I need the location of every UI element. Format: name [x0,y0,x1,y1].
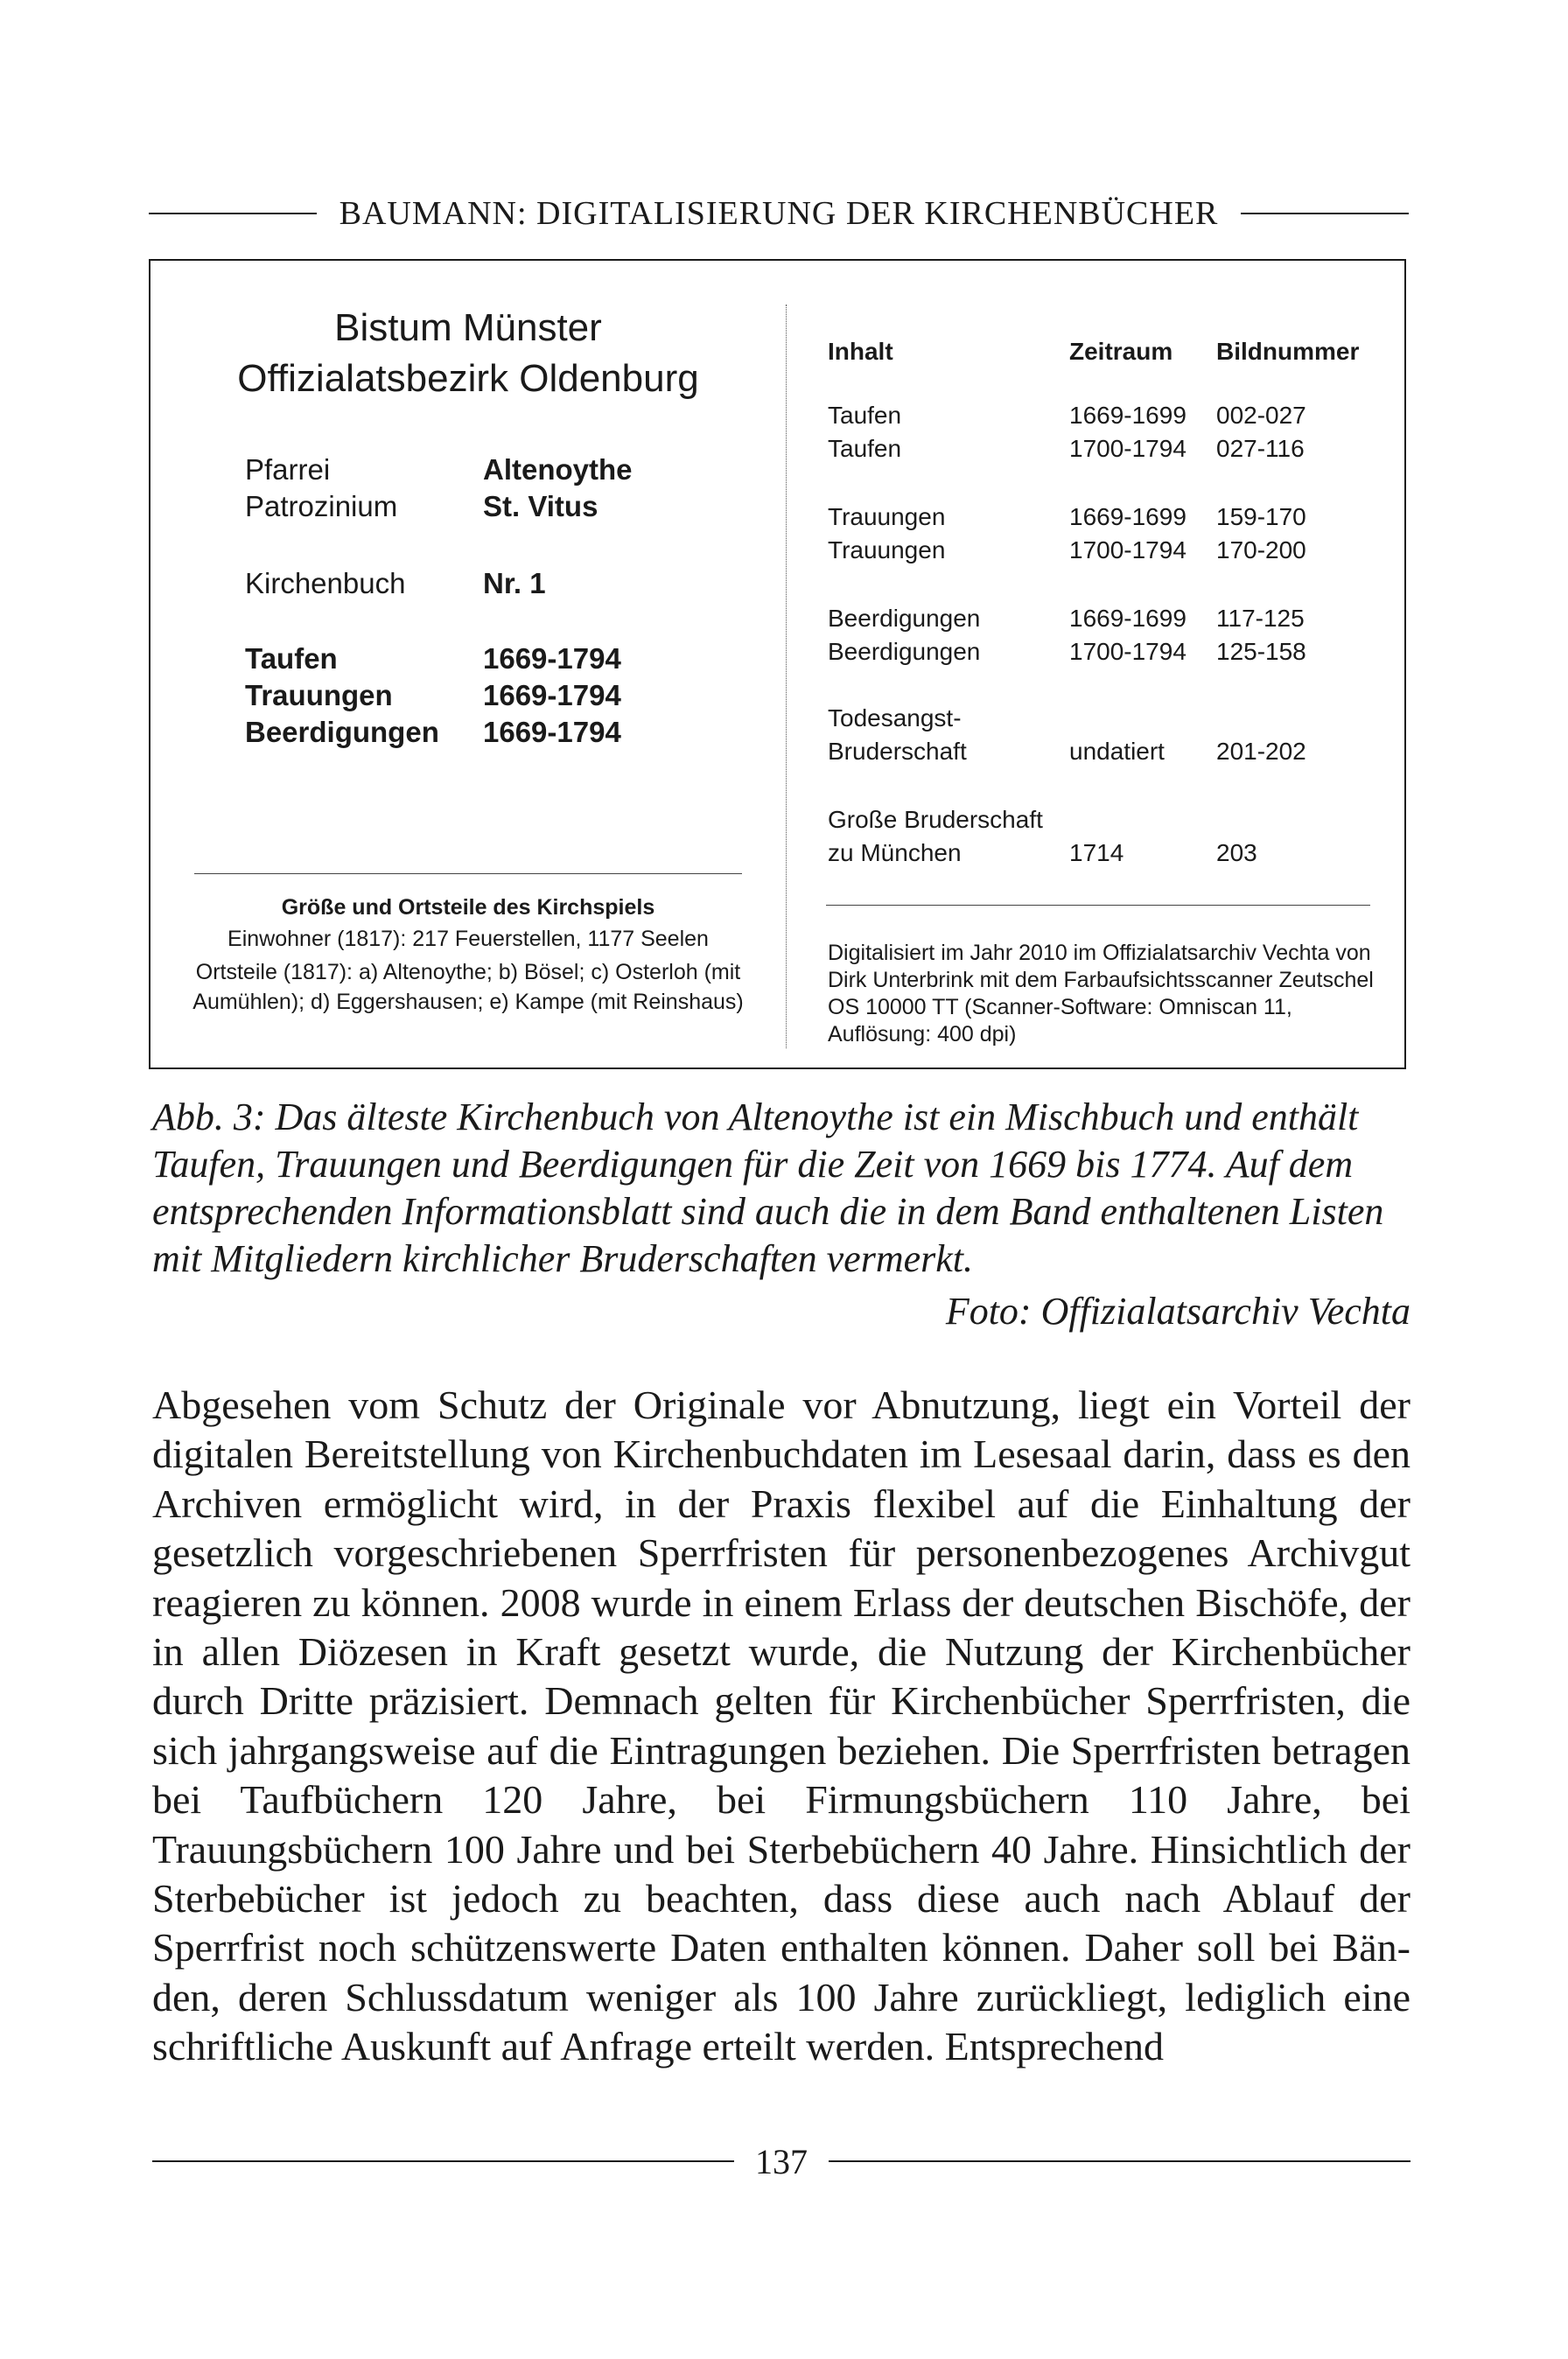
page-footer [152,2135,1410,2188]
header-rule-left [149,213,317,214]
parish-districts: Ortsteile (1817): a) Altenoythe; b) Bösel; c) Osterloh (mit Aumühlen); d) Eggershausen; e) Kampe (mit Reinshaus) [192,960,744,1014]
diocese-title: Bistum Münster [334,306,602,349]
row-zeitraum: 1669-1699 [1069,605,1186,632]
row-bildnummer: 125-158 [1216,638,1306,665]
header-zeitraum: Zeitraum [1069,338,1173,365]
bruderschaft2-zeitraum: 1714 [1069,839,1124,866]
district-title: Offizialatsbezirk Oldenburg [237,357,699,400]
row-inhalt: Taufen [828,402,902,429]
row-zeitraum: 1669-1699 [1069,402,1186,429]
right-separator [826,905,1370,906]
range-label-beerdigungen: Beerdigungen [245,716,439,748]
body-paragraph: Abgesehen vom Schutz der Originale vor Abnutzung, liegt ein Vorteil der digitalen Bereitstellung von Kirchenbuchdaten im Lesesaal darin, dass es den Archiven ermöglicht wird, in der Praxis flexibel auf die Einhaltung der gesetzlich vorgeschriebenen Sperrfristen für personenbezogenes Archivgut reagieren zu können. 2008 wurde in einem Erlass der deutschen Bischöfe, der in allen Diözesen in Kraft gesetzt wurde, die Nutzung der Kirchenbücher durch Dritte präzisiert. Demnach gelten für Kirchenbücher Sperrfristen, die sich jahrgangsweise auf die Eintragungen beziehen. Die Sperrfristen betragen bei Taufbüchern 120 Jahre, bei Firmungsbüchern 110 Jahre, bei Trauungsbüchern 100 Jahre und bei Sterbebüchern 40 Jahre. Hinsichtlich der Sterbebücher ist jedoch zu beachten, dass diese auch nach Ablauf der Sperrfrist noch schützenswerte Daten enthalten können. Daher soll bei Bänden, deren Schlussdatum weniger als 100 Jahre zurückliegt, lediglich eine schriftliche Auskunft auf Anfrage erteilt werden. Entsprechend [152,1382,1410,2069]
row-inhalt: Beerdigungen [828,638,981,665]
parish-inhabitants: Einwohner (1817): 217 Feuerstellen, 1177 Seelen [228,927,709,951]
field-value-pfarrei: Altenoythe [483,453,633,486]
bruderschaft1-line1: Todesangst- [828,704,962,732]
field-label-kirchenbuch: Kirchenbuch [245,567,406,599]
row-zeitraum: 1700-1794 [1069,638,1186,665]
page-number: 137 [755,2141,808,2181]
bruderschaft2-line2: zu München [828,839,962,866]
field-value-patrozinium: St. Vitus [483,490,598,522]
bruderschaft2-bildnummer: 203 [1216,839,1257,866]
left-separator [194,873,742,874]
row-bildnummer: 117-125 [1216,605,1305,632]
range-value-beerdigungen: 1669-1794 [483,716,621,748]
field-label-patrozinium: Patrozinium [245,490,398,522]
row-inhalt: Trauungen [828,503,946,530]
row-zeitraum: 1700-1794 [1069,536,1186,564]
bruderschaft1-line2: Bruderschaft [828,738,967,765]
range-label-taufen: Taufen [245,642,338,675]
row-bildnummer: 002-027 [1216,402,1306,429]
bruderschaft1-zeitraum: undatiert [1069,738,1165,765]
column-divider [786,304,787,1048]
parish-size-heading: Größe und Ortsteile des Kirchspiels [281,895,655,920]
row-bildnummer: 027-116 [1216,435,1305,462]
row-zeitraum: 1700-1794 [1069,435,1186,462]
row-inhalt: Trauungen [828,536,946,564]
field-value-kirchenbuch: Nr. 1 [483,567,546,599]
header-rule-right [1241,213,1409,214]
photo-credit: Foto: Offizialatsarchiv Vechta [945,1290,1410,1333]
digitization-note: Digitalisiert im Jahr 2010 im Offizialatsarchiv Vechta von Dirk Unterbrink mit dem Farbaufsichtsscanner Zeutschel OS 10000 TT (Scanner-Software: Omniscan 11, Auflösung: 400 dpi) [828,941,1374,1046]
row-zeitraum: 1669-1699 [1069,503,1186,530]
bruderschaft1-bildnummer: 201-202 [1216,738,1306,765]
row-inhalt: Taufen [828,435,902,462]
row-bildnummer: 170-200 [1216,536,1306,564]
range-label-trauungen: Trauungen [245,679,393,711]
range-value-trauungen: 1669-1794 [483,679,621,711]
header-bildnummer: Bildnummer [1216,338,1360,365]
running-header [149,187,1409,240]
row-inhalt: Beerdigungen [828,605,981,632]
figure-caption: Abb. 3: Das älteste Kirchenbuch von Altenoythe ist ein Mischbuch und enthält Taufen, Trauungen und Beerdigungen für die Zeit von 1669 bis 1774. Auf dem entsprechenden Informationsblatt sind auch die in dem Band enthaltenen Listen mit Mitgliedern kirchlicher Bruderschaften vermerkt. [152,1096,1384,1280]
running-header-text: BAUMANN: DIGITALISIERUNG DER KIRCHENBÜCHER [339,195,1219,232]
row-bildnummer: 159-170 [1216,503,1306,530]
header-inhalt: Inhalt [828,338,893,365]
figure-info-sheet [149,259,1406,1069]
range-value-taufen: 1669-1794 [483,642,621,675]
footer-rule-left [152,2160,734,2162]
footer-rule-right [829,2160,1410,2162]
field-label-pfarrei: Pfarrei [245,453,331,486]
bruderschaft2-line1: Große Bruderschaft [828,806,1043,833]
